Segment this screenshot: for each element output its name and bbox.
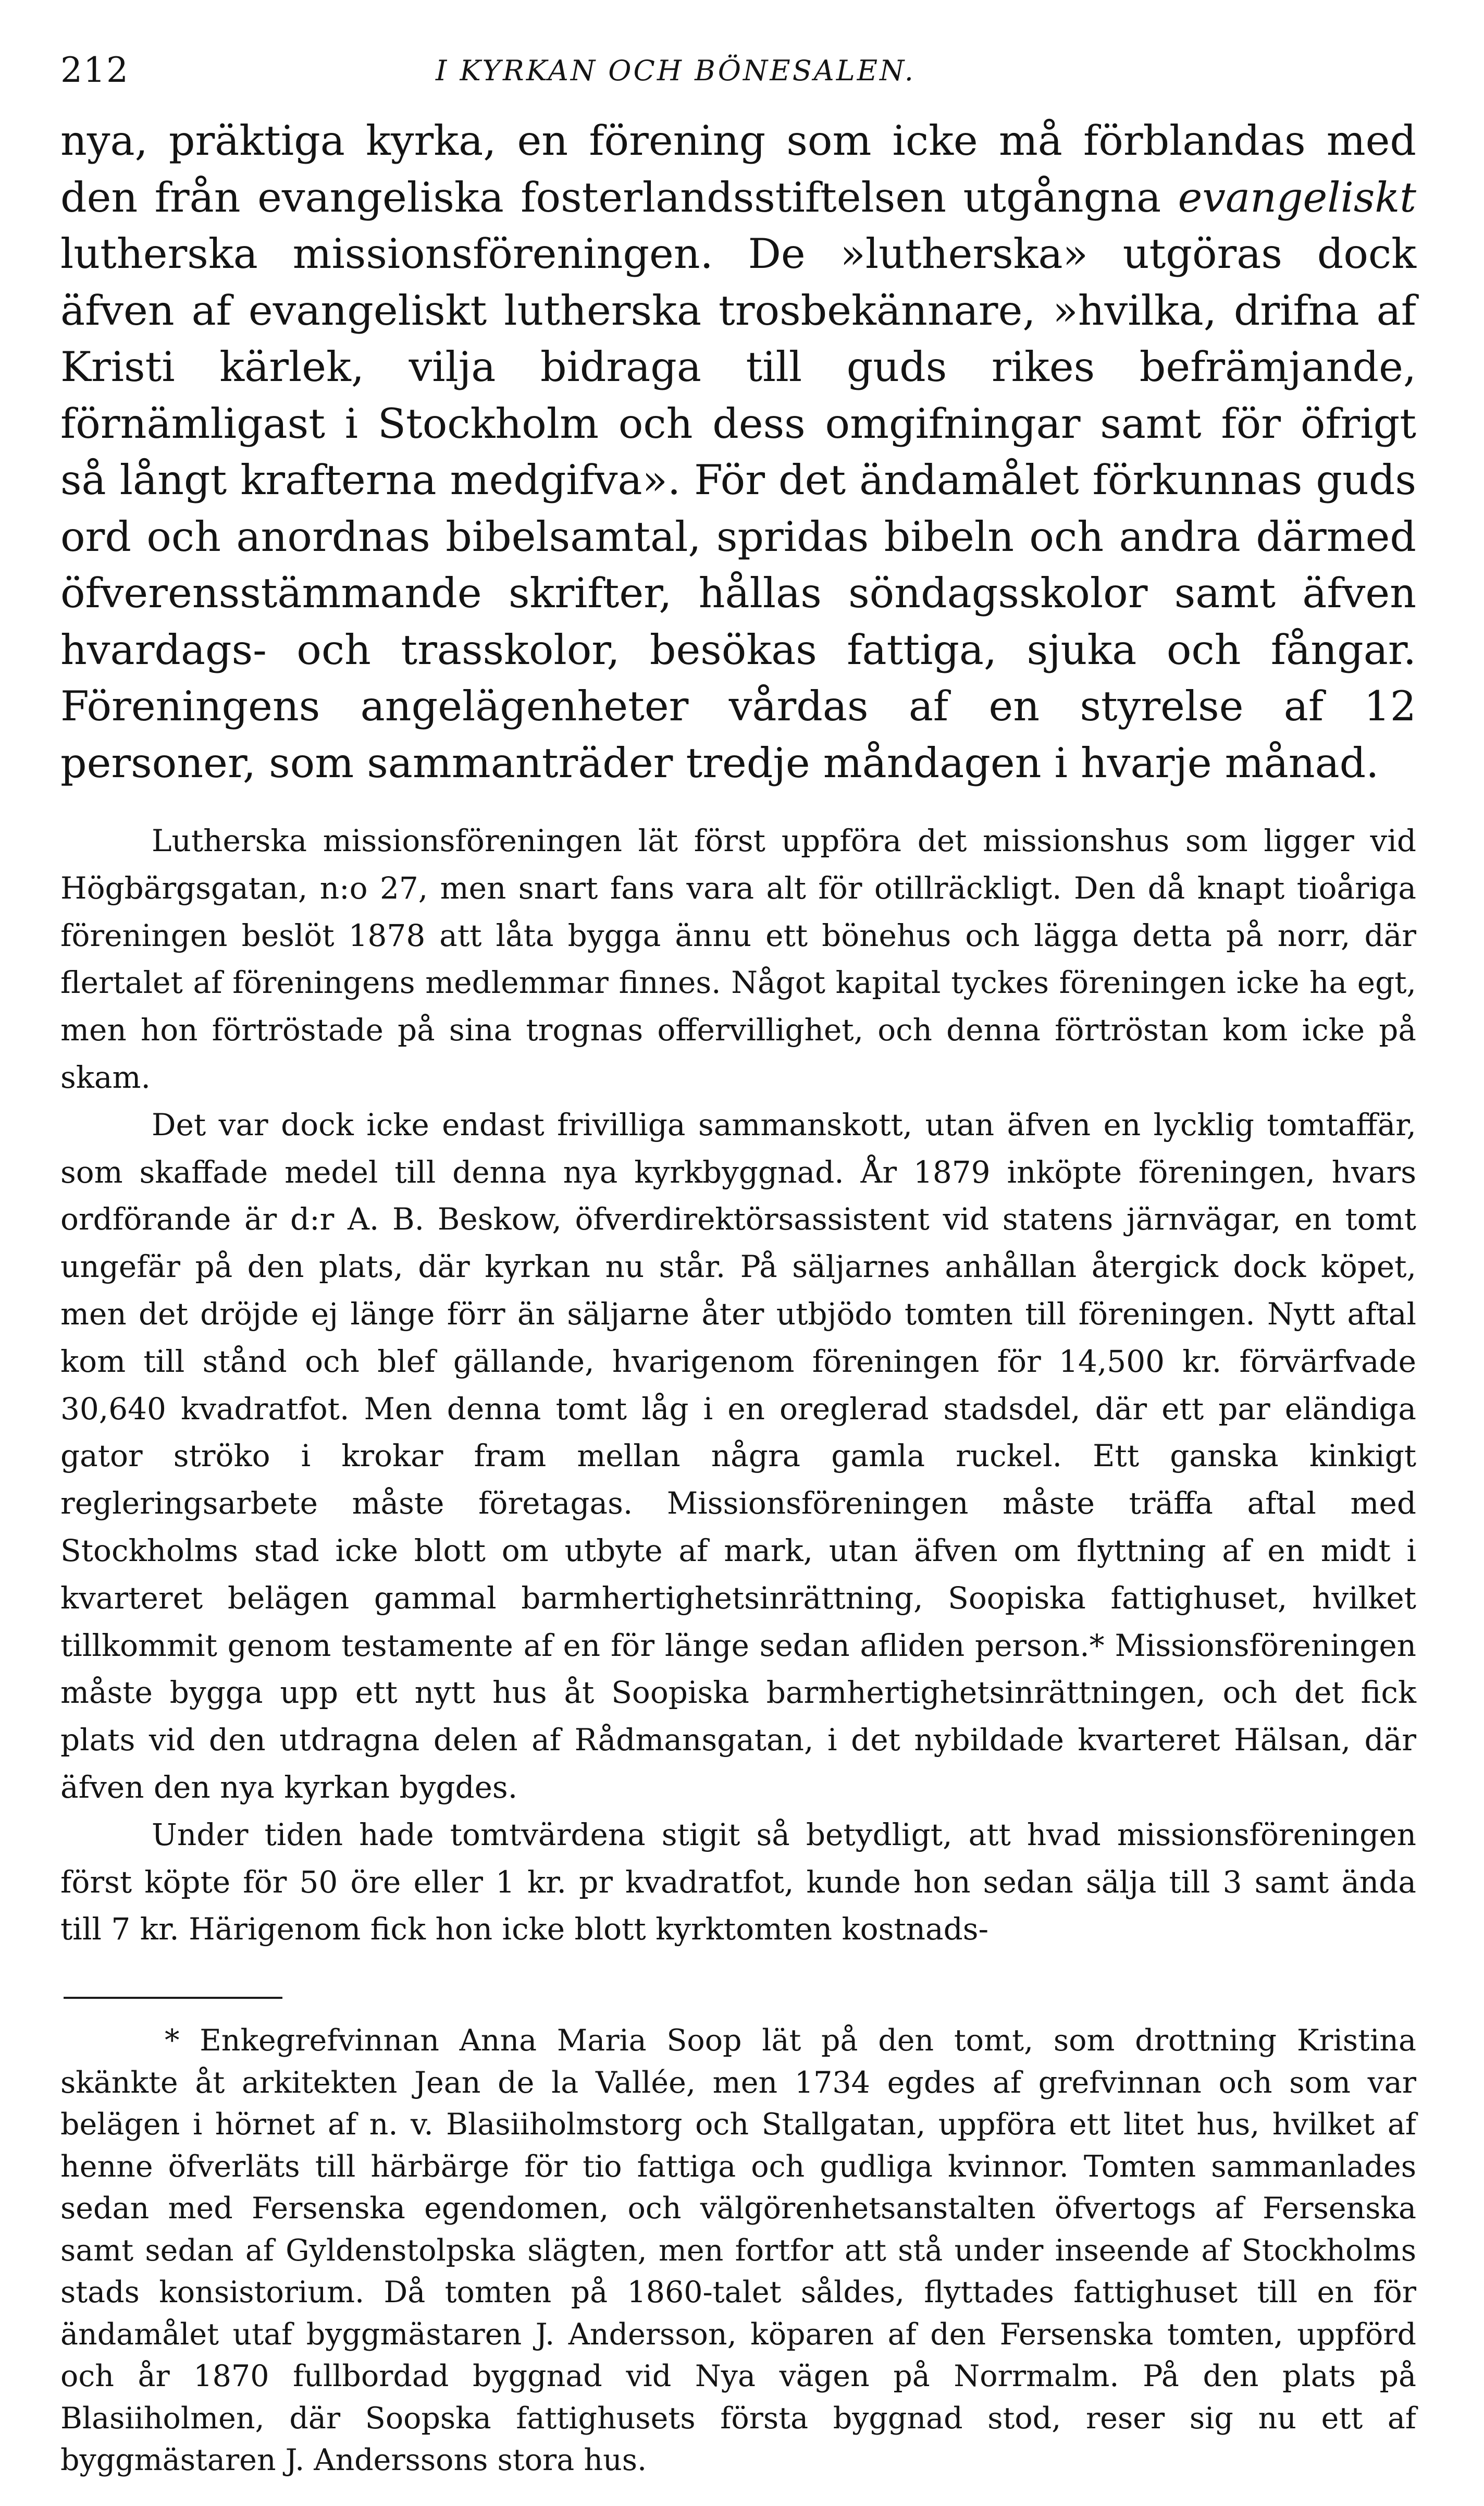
body-paragraph: Under tiden hade tomtvärdena stigit så betydligt, att hvad missionsföreningen först köpte för 50 öre eller 1 kr. pr kvadratfot, kunde hon sedan sälja till 3 samt ända till 7 kr. Härigenom fick hon icke blott kyrktomten kostnads- xyxy=(60,1816,1416,1947)
lead-emphasis: evangeliskt xyxy=(1178,173,1416,222)
page-number: 212 xyxy=(60,50,129,90)
body-paragraph: Lutherska missionsföreningen lät först uppföra det missionshus som ligger vid Högbärgsgatan, n:o 27, men snart fans vara alt för otillräckligt. Den då knapt tioåriga föreningen beslöt 1878 att låta bygga ännu ett bönehus och lägga detta på norr, där flertalet af föreningens medlemmar finnes. Något kapital tyckes föreningen icke ha egt, men hon förtröstade på sina trognas offervillighet, och denna förtröstan kom icke på skam. xyxy=(60,823,1416,1095)
footnote-separator xyxy=(64,1997,282,1999)
body-paragraph: Det var dock icke endast frivilliga sammanskott, utan äfven en lycklig tomtaffär, som skaffade medel till denna nya kyrkbyggnad. År 1879 inköpte föreningen, hvars ordförande är d:r A. B. Beskow, öfverdirektörsassistent vid statens järnvägar, en tomt ungefär på den plats, där kyrkan nu står. På säljarnes anhållan återgick dock köpet, men det dröjde ej länge förr än säljarne åter utbjödo tomten till föreningen. Nytt aftal kom till stånd och blef gällande, hvarigenom föreningen för 14,500 kr. förvärfvade 30,640 kvadratfot. Men denna tomt låg i en oreglerad stadsdel, där ett par eländiga gator ströko i krokar fram mellan några gamla ruckel. Ett ganska kinkigt regleringsarbete måste företagas. Missionsföreningen måste träffa aftal med Stockholms stad icke blott om utbyte af mark, utan äfven om flyttning af en midt i kvarteret belägen gammal barmhertighetsinrättning, Soopiska fattighuset, hvilket tillkommit genom testamente af en för länge sedan afliden person.* Missionsföreningen måste bygga upp ett nytt hus åt Soopiska barmhertighetsinrättningen, och det fick plats vid den utdragna delen af Rådmansgatan, i det nybildade kvarteret Hälsan, där äfven den nya kyrkan bygdes. xyxy=(60,1107,1416,1805)
book-page xyxy=(60,50,1416,2478)
footnote: * Enkegrefvinnan Anna Maria Soop lät på den tomt, som drottning Kristina skänkte åt arkitekten Jean de la Vallée, men 1734 egdes af grefvinnan och som var belägen i hörnet af n. v. Blasiiholmstorg och Stallgatan, uppföra ett litet hus, hvilket af henne öfverläts till härbärge för tio fattiga och gudliga kvinnor. Tomten sammanlades sedan med Fersenska egendomen, och välgörenhetsanstalten öfvertogs af Fersenska samt sedan af Gyldenstolpska slägten, men fortfor att stå under inseende af Stockholms stads konsistorium. Då tomten på 1860-talet såldes, flyttades fattighuset till en för ändamålet utaf byggmästaren J. Andersson, köparen af den Fersenska tomten, uppförd och år 1870 fullbordad byggnad vid Nya vägen på Norrmalm. På den plats på Blasiiholmen, där Soopska fattighusets första byggnad stod, reser sig nu ett af byggmästaren J. Anderssons stora hus. xyxy=(60,2023,1416,2478)
lead-text-start: nya, präktiga kyrka, en förening som icke må förblandas med den från evangeliska fosterlandsstiftelsen utgångna xyxy=(60,117,1416,222)
body-text xyxy=(60,817,1416,1953)
lead-paragraph xyxy=(60,113,1416,791)
page-header xyxy=(60,50,1416,113)
lead-text-end: lutherska missionsföreningen. De »lutherska» utgöras dock äfven af evangeliskt lutherska trosbekännare, »hvilka, drifna af Kristi kärlek, vilja bidraga till guds rikes befrämjande, förnämligast i Stockholm och dess omgifningar samt för öfrigt så långt krafterna medgifva». För det ändamålet förkunnas guds ord och anordnas bibelsamtal, spridas bibeln och andra därmed öfverensstämmande skrifter, hållas söndagsskolor samt äfven hvardags- och trasskolor, besökas fattiga, sjuka och fångar. Föreningens angelägenheter vårdas af en styrelse af 12 personer, som sammanträder tredje måndagen i hvarje månad. xyxy=(60,230,1416,787)
running-title: I KYRKAN OCH BÖNESALEN. xyxy=(436,54,916,87)
